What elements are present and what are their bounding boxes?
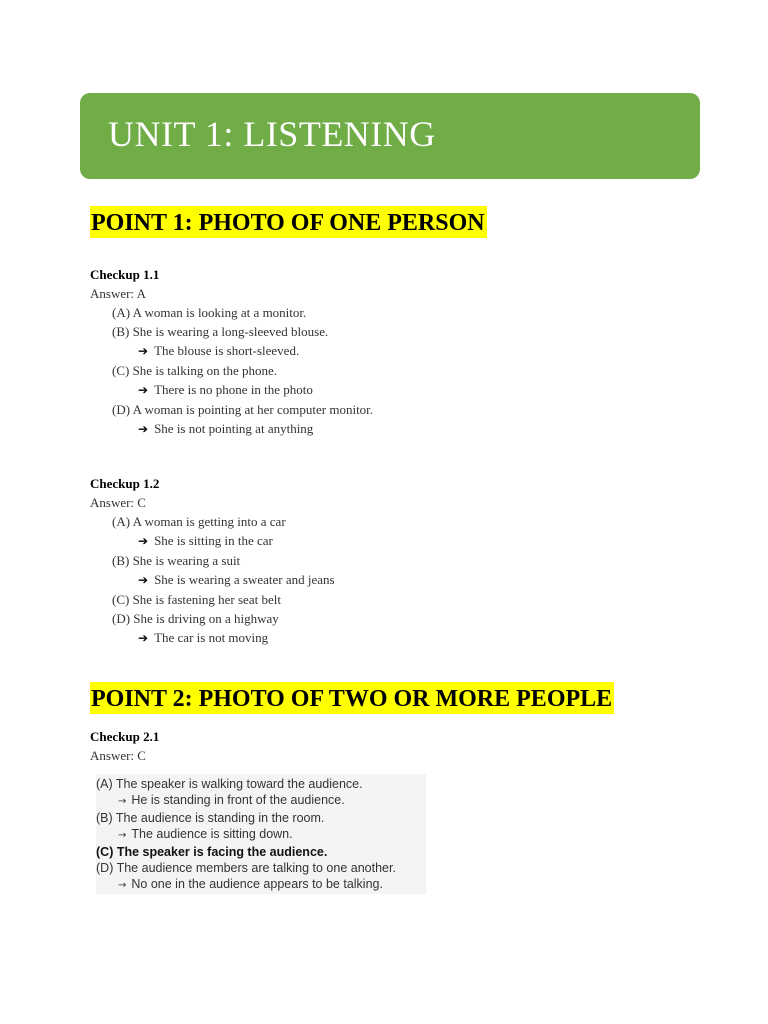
- option-b-note: [90, 341, 373, 361]
- point-2-heading: POINT 2: PHOTO OF TWO OR MORE PEOPLE: [90, 682, 614, 714]
- note-text: She is wearing a sweater and jeans: [154, 572, 335, 587]
- answer-line: Answer: C: [90, 495, 146, 510]
- scan-option-b: (B) The audience is standing in the room.: [96, 811, 325, 825]
- arrow-right-icon: →: [118, 880, 127, 891]
- option-b: (B) She is wearing a long-sleeved blouse.: [112, 324, 329, 339]
- note-text: She is sitting in the car: [154, 533, 273, 548]
- arrow-right-icon: →: [118, 796, 127, 807]
- option-a: (A) A woman is looking at a monitor.: [112, 305, 307, 320]
- checkup-title: Checkup 1.2: [90, 476, 160, 491]
- option-d-note: [90, 419, 373, 439]
- note-text: The audience is sitting down.: [131, 827, 293, 841]
- scan-option-c-correct: (C) The speaker is facing the audience.: [96, 845, 328, 859]
- option-a-note: [90, 531, 335, 551]
- option-b: (B) She is wearing a suit: [112, 553, 241, 568]
- note-text: The car is not moving: [154, 630, 269, 645]
- option-b-note: [90, 570, 335, 590]
- scan-option-a: (A) The speaker is walking toward the audience.: [96, 777, 363, 791]
- point-1-heading: POINT 1: PHOTO OF ONE PERSON: [90, 206, 487, 238]
- arrow-right-icon: ➔: [138, 631, 149, 645]
- scanned-answer-image: [96, 774, 426, 894]
- checkup-title: Checkup 1.1: [90, 267, 160, 282]
- answer-line: Answer: A: [90, 286, 146, 301]
- option-c: (C) She is fastening her seat belt: [112, 592, 281, 607]
- checkup-2-1: [90, 727, 159, 765]
- arrow-right-icon: ➔: [138, 573, 149, 587]
- scan-option-a-note: [96, 792, 426, 810]
- checkup-1-1: [90, 265, 373, 439]
- note-text: She is not pointing at anything: [154, 421, 314, 436]
- option-d: (D) A woman is pointing at her computer monitor.: [112, 402, 374, 417]
- scan-option-d: (D) The audience members are talking to one another.: [96, 861, 396, 875]
- option-c-note: [90, 380, 373, 400]
- option-d-note: [90, 628, 335, 648]
- unit-title: UNIT 1: LISTENING: [108, 114, 436, 154]
- arrow-right-icon: ➔: [138, 383, 149, 397]
- scan-option-b-note: [96, 826, 426, 844]
- option-a: (A) A woman is getting into a car: [112, 514, 286, 529]
- arrow-right-icon: ➔: [138, 534, 149, 548]
- note-text: He is standing in front of the audience.: [131, 793, 345, 807]
- note-text: No one in the audience appears to be talking.: [131, 877, 383, 891]
- note-text: The blouse is short-sleeved.: [154, 343, 300, 358]
- arrow-right-icon: ➔: [138, 422, 149, 436]
- answer-line: Answer: C: [90, 748, 146, 763]
- unit-banner: [80, 93, 700, 179]
- option-c: (C) She is talking on the phone.: [112, 363, 278, 378]
- arrow-right-icon: ➔: [138, 344, 149, 358]
- note-text: There is no phone in the photo: [154, 382, 313, 397]
- checkup-title: Checkup 2.1: [90, 729, 160, 744]
- checkup-1-2: [90, 474, 335, 648]
- scan-option-d-note: [96, 876, 426, 894]
- arrow-right-icon: →: [118, 830, 127, 841]
- option-d: (D) She is driving on a highway: [112, 611, 279, 626]
